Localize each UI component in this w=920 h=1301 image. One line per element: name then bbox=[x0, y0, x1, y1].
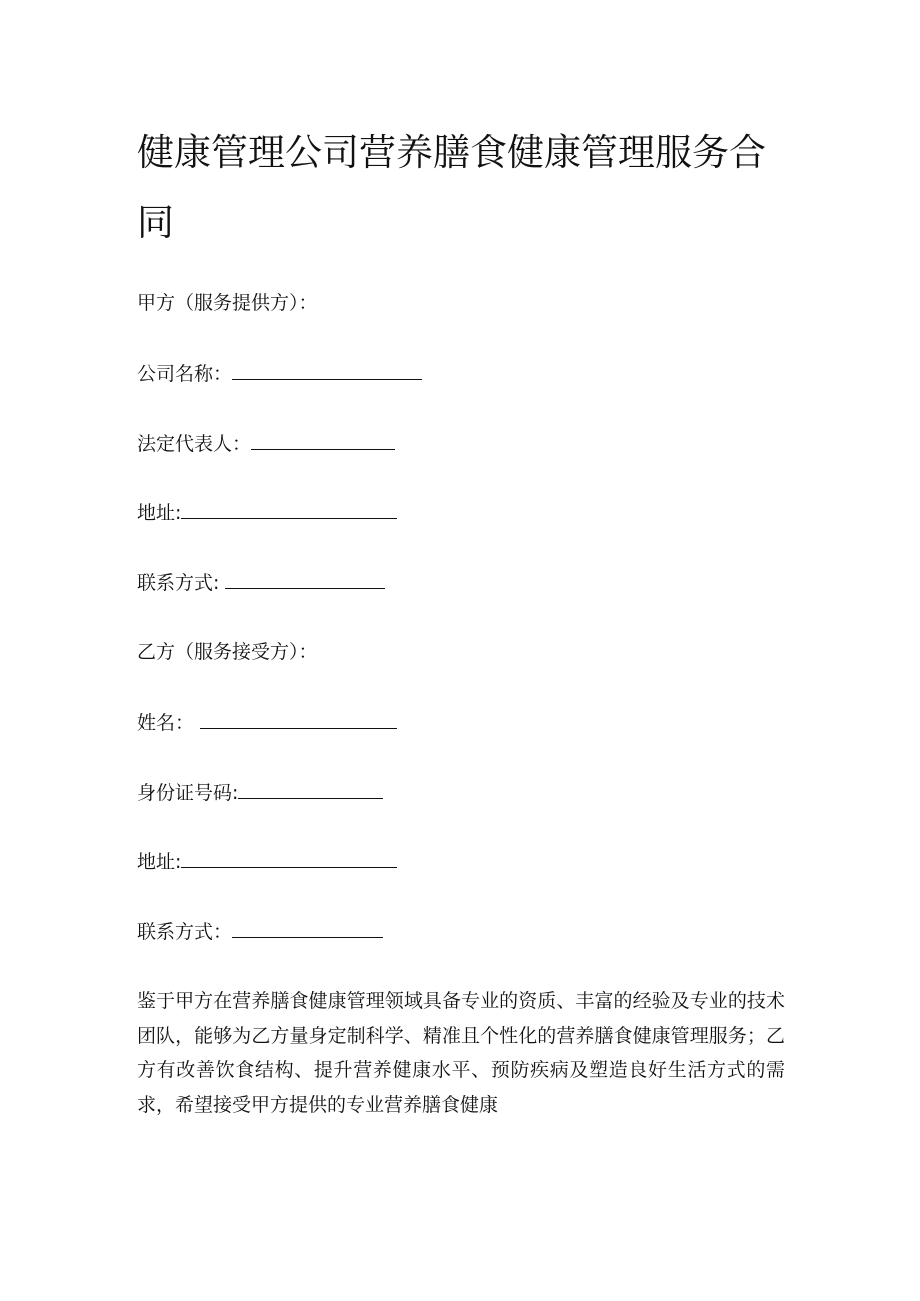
party-b-contact-blank[interactable] bbox=[232, 919, 383, 938]
party-a-legal-rep-line bbox=[137, 431, 395, 456]
party-b-heading bbox=[137, 640, 318, 664]
party-a-contact-line bbox=[137, 570, 385, 595]
party-a-heading bbox=[137, 291, 318, 315]
party-b-address-line bbox=[137, 849, 397, 874]
party-b-name-line bbox=[137, 710, 397, 735]
party-b-address-label: 地址: bbox=[137, 851, 182, 873]
party-a-address-blank[interactable] bbox=[181, 500, 397, 519]
party-b-heading-text: 乙方（服务接受方）： bbox=[137, 641, 318, 663]
party-a-address-line bbox=[137, 500, 397, 525]
party-a-heading-text: 甲方（服务提供方）： bbox=[137, 292, 318, 314]
party-a-contact-blank[interactable] bbox=[225, 570, 385, 589]
preamble-paragraph: 鉴于甲方在营养膳食健康管理领域具备专业的资质、丰富的经验及专业的技术团队，能够为乙方量身定制科学、精准且个性化的营养膳食健康管理服务；乙方有改善饮食结构、提升营养健康水平、预防疾病及塑造良好生活方式的需求，希望接受甲方提供的专业营养膳食健康 bbox=[137, 990, 785, 1116]
party-b-contact-line bbox=[137, 919, 383, 944]
company-name-label: 公司名称： bbox=[137, 363, 233, 385]
party-b-id-line bbox=[137, 780, 383, 805]
id-number-label: 身份证号码: bbox=[137, 782, 239, 804]
party-b-name-blank[interactable] bbox=[200, 710, 397, 729]
party-a-contact-label: 联系方式: bbox=[137, 572, 226, 594]
id-number-blank[interactable] bbox=[238, 780, 383, 799]
legal-rep-blank[interactable] bbox=[251, 431, 395, 450]
party-a-company-name-line bbox=[137, 361, 422, 386]
party-b-name-label: 姓名： bbox=[137, 712, 201, 734]
legal-rep-label: 法定代表人： bbox=[137, 433, 252, 455]
contract-title: 健康管理公司营养膳食健康管理服务合同 bbox=[137, 131, 766, 244]
party-b-contact-label: 联系方式： bbox=[137, 921, 233, 943]
company-name-blank[interactable] bbox=[232, 361, 422, 380]
party-a-address-label: 地址: bbox=[137, 502, 182, 524]
party-b-address-blank[interactable] bbox=[181, 849, 397, 868]
